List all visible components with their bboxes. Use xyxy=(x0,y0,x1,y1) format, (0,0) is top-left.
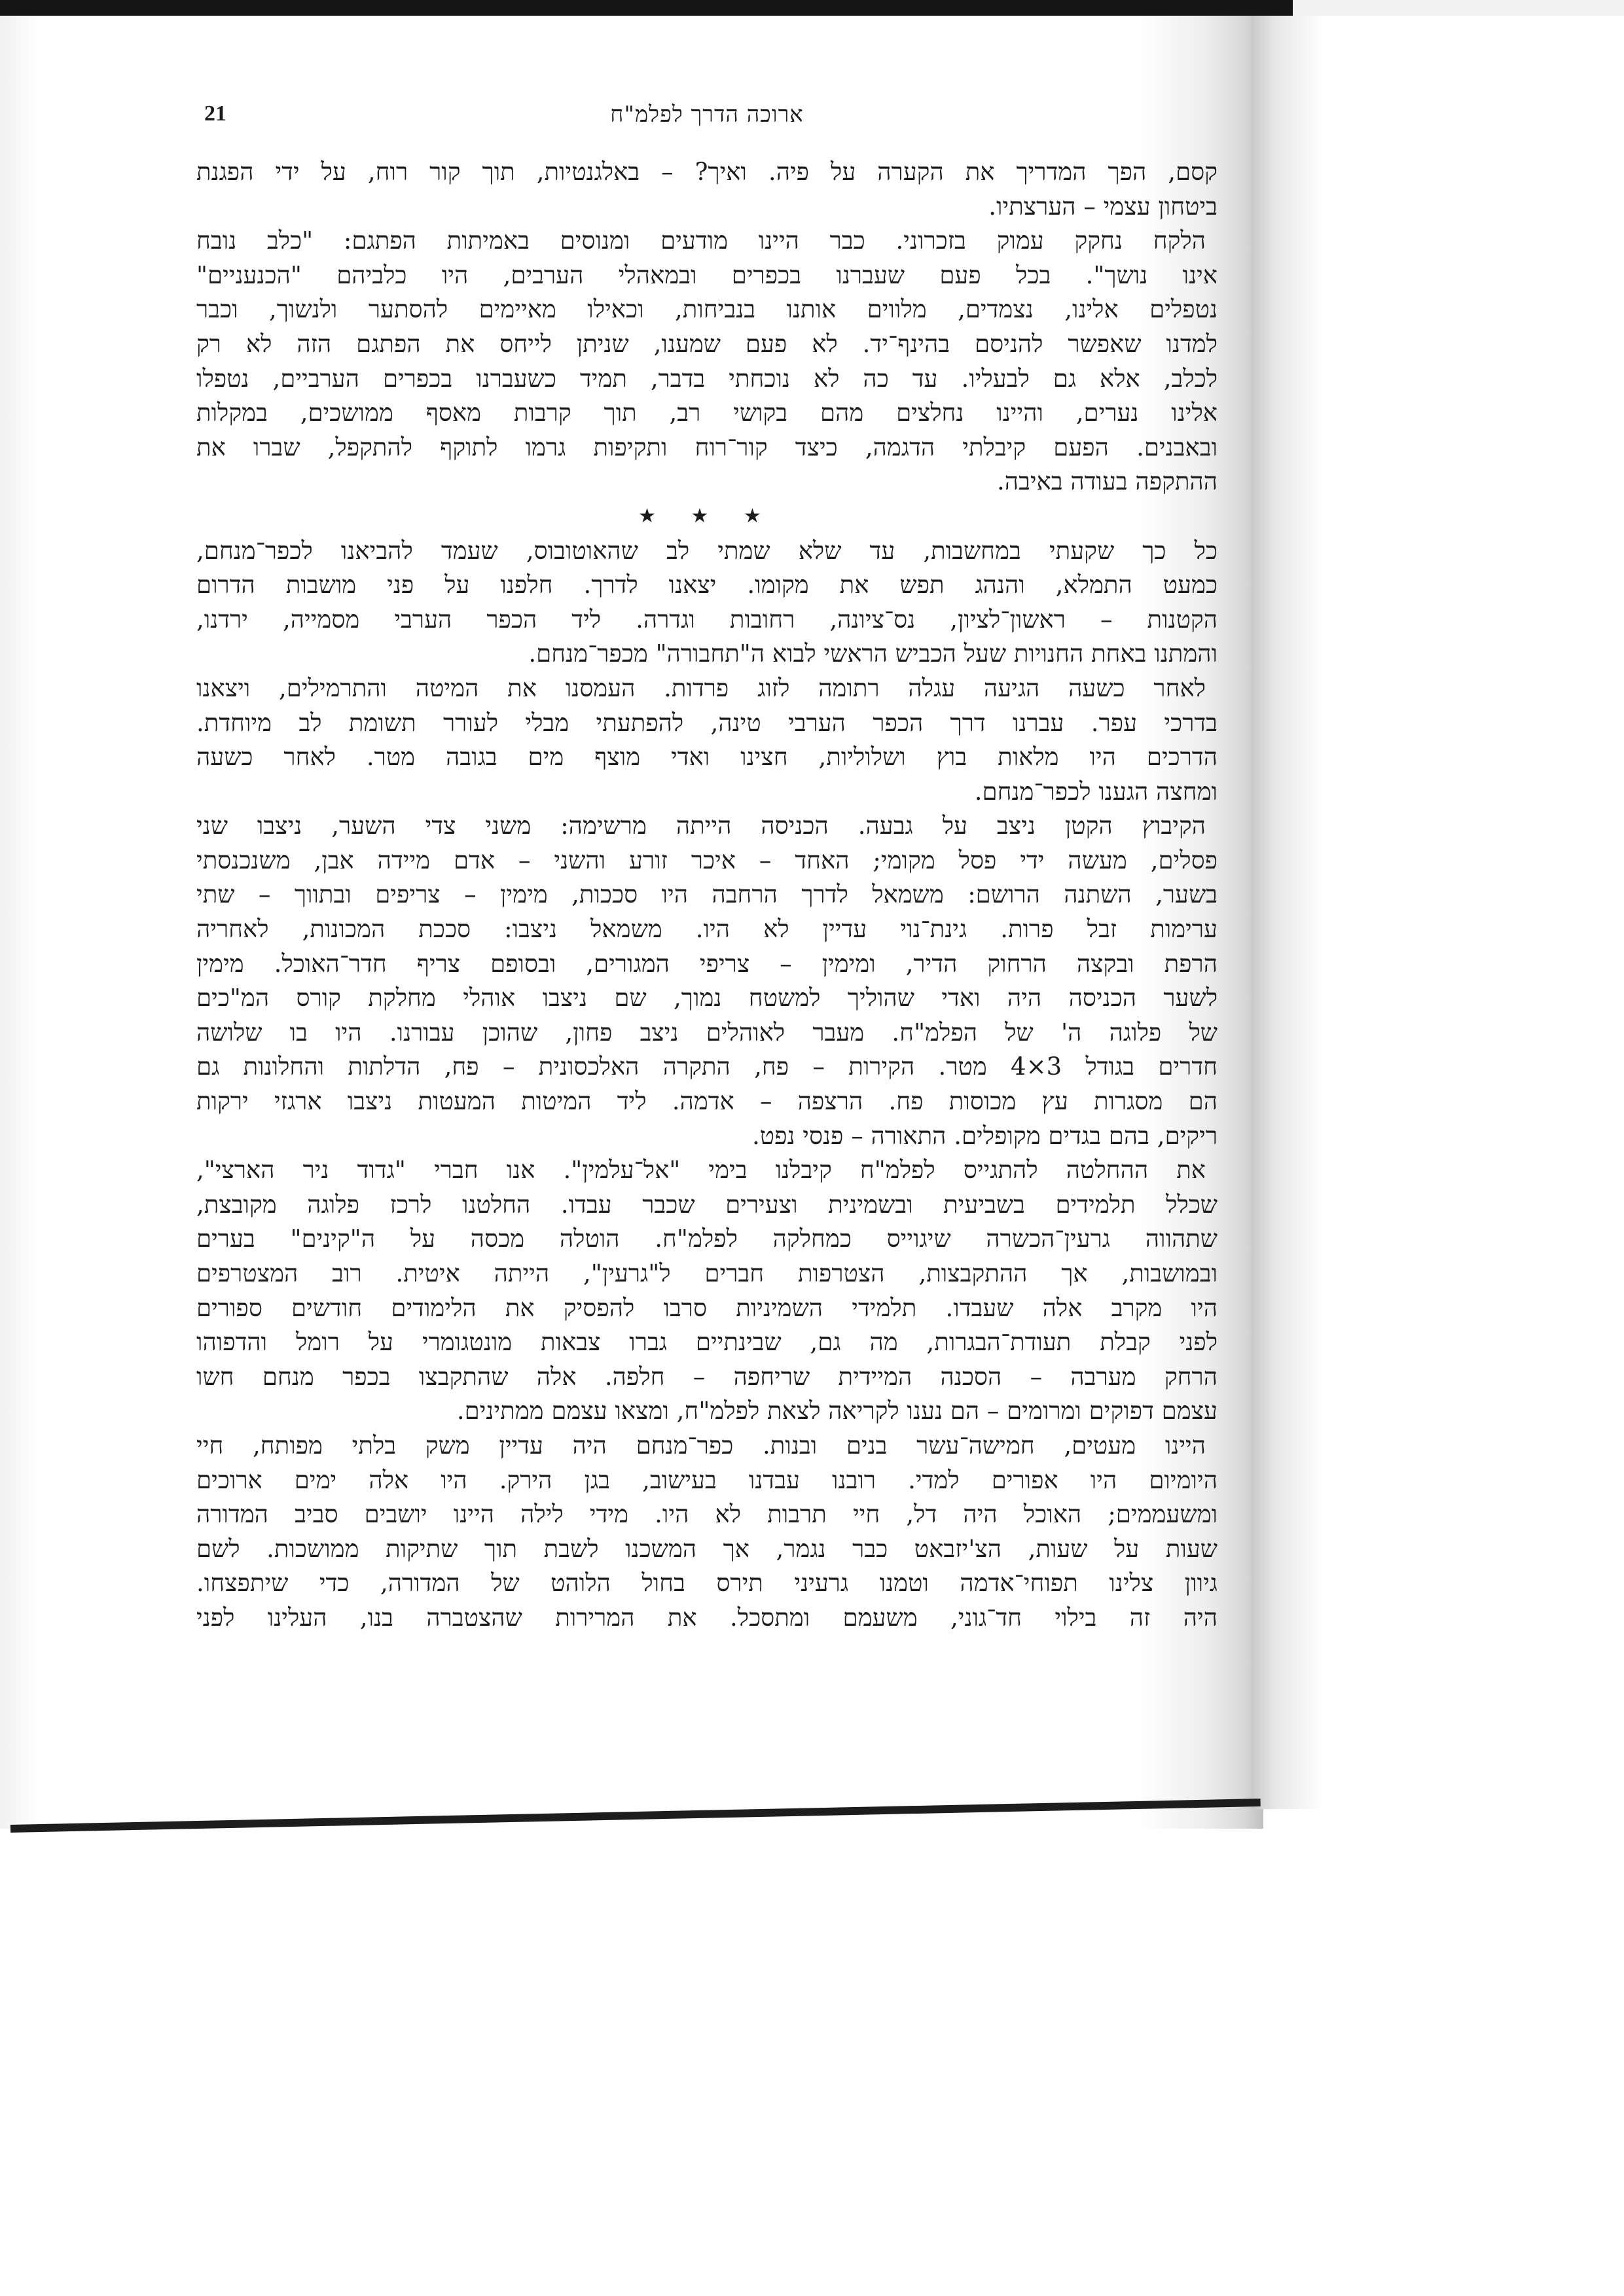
page-number: 21 xyxy=(204,101,226,126)
text-line: ומשעממים; האוכל היה דל, חיי תרבות לא היו. מידי לילה היינו יושבים סביב המדורה xyxy=(196,1500,1218,1529)
text-line: נטפלים אלינו, נצמדים, מלווים אותנו בנביחות, וכאילו מאיימים להסתער ולנשוך, וכבר xyxy=(196,295,1218,324)
text-line: חדרים בגודל 3×4 מטר. הקירות – פח, התקרה האלכסונית – פח, הדלתות והחלונות גם xyxy=(196,1052,1218,1081)
running-title: ארוכה הדרך לפלמ"ח xyxy=(610,101,804,128)
text-line: אינו נושך". בכל פעם שעברנו בכפרים ובמאהלי הערבים, היו כלביהם "הכנעניים" xyxy=(196,260,1218,289)
text-line: כמעט התמלא, והנהג תפש את מקומו. יצאנו לדרך. חלפנו על פני מושבות הדרום xyxy=(196,571,1218,600)
text-line: למדנו שאפשר להניסם בהינף־יד. לא פעם שמענו, שניתן לייחס את הפתגם הזה לא רק xyxy=(196,329,1218,358)
section-break-stars: ★ ★ ★ xyxy=(638,504,776,528)
text-line: הרחק מערבה – הסכנה המיידית שריחפה – חלפה. אלה שהתקבצו בכפר מנחם חשו xyxy=(196,1362,1218,1391)
text-line: גיוון צלינו תפוחי־אדמה וטמנו גרעיני תירס בחול הלוהט של המדורה, כדי שיתפצחו. xyxy=(196,1569,1218,1598)
book-gutter-shadow xyxy=(1252,16,1324,1809)
text-line: היומיום היו אפורים למדי. רובנו עבדנו בעישוב, בגן הירק. היו אלה ימים ארוכים xyxy=(196,1465,1218,1494)
text-line: הרפת ובקצה הרחוק הדיר, ומימין – צריפי המגורים, ובסופם צריף חדר־האוכל. מימין xyxy=(196,949,1218,978)
text-line: כל כך שקעתי במחשבות, עד שלא שמתי לב שהאוטובוס, שעמד להביאנו לכפר־מנחם, xyxy=(196,536,1218,565)
page-content xyxy=(196,101,1218,1636)
text-line: הם מסגרות עץ מכוסות פח. הרצפה – אדמה. ליד המיטות המעטות ניצבו ארגזי ירקות xyxy=(196,1087,1218,1116)
text-line: בשער, השתנה הרושם: משמאל לדרך הרחבה היו סככות, מימין – צריפים ובתווך – שתי xyxy=(196,880,1218,909)
text-line: ובאבנים. הפעם קיבלתי הדגמה, כיצד קור־רוח ותקיפות גרמו לתוקף להתקפל, שברו את xyxy=(196,433,1218,461)
scan-top-border xyxy=(0,0,1293,16)
text-line: ביטחון עצמי – הערצתיו. xyxy=(988,192,1218,221)
text-line: של פלוגה ה' של הפלמ"ח. מעבר לאוהלים ניצב פחון, שהוכן עבורנו. היו בו שלושה xyxy=(196,1018,1218,1047)
text-line: היה זה בילוי חד־גוני, משעמם ומתסכל. את המרירות שהצטברה בנו, העלינו לפני xyxy=(196,1603,1218,1632)
running-head xyxy=(196,101,1218,147)
text-line: הקטנות – ראשון־לציון, נס־ציונה, רחובות וגדרה. ליד הכפר הערבי מסמייה, ירדנו, xyxy=(196,605,1218,634)
text-line: הקיבוץ הקטן ניצב על גבעה. הכניסה הייתה מרשימה: משני צדי השער, ניצבו שני xyxy=(196,812,1206,840)
text-line: לשער הכניסה היה ואדי שהוליך למשטח נמוך, שם ניצבו אוהלי מחלקת קורס המ"כים xyxy=(196,984,1218,1013)
body-text xyxy=(196,155,1218,1636)
text-line: לאחר כשעה הגיעה עגלה רתומה לזוג פרדות. העמסנו את המיטה והתרמילים, ויצאנו xyxy=(196,673,1206,702)
text-line: ובמושבות, אך ההתקבצות, הצטרפות חברים ל"גרעין", הייתה איטית. רוב המצטרפים xyxy=(196,1259,1218,1287)
text-line: פסלים, מעשה ידי פסל מקומי; האחד – איכר זורע והשני – אדם מיידה אבן, משנכנסתי xyxy=(196,846,1218,874)
text-line: בדרכי עפר. עברנו דרך הכפר הערבי טינה, להפתעתי מבלי לעורר תשומת לב מיוחדת. xyxy=(196,708,1218,737)
text-line: שתהווה גרעין־הכשרה שיגוייס כמחלקה לפלמ"ח. הוטלה מכסה על ה"קינים" בערים xyxy=(196,1225,1218,1253)
text-line: אלינו נערים, והיינו נחלצים מהם בקושי רב, תוך קרבות מאסף ממושכים, במקלות xyxy=(196,399,1218,427)
text-line: ריקים, בהם בגדים מקופלים. התאורה – פנסי נפט. xyxy=(751,1121,1218,1150)
text-line: היו מקרב אלה שעבדו. תלמידי השמיניות סרבו להפסיק את הלימודים חודשים ספורים xyxy=(196,1293,1218,1322)
text-line: הלקח נחקק עמוק בזכרוני. כבר היינו מודעים ומנוסים באמיתות הפתגם: "כלב נובח xyxy=(196,226,1206,255)
text-line: ההתקפה בעודה באיבה. xyxy=(996,467,1218,496)
text-line: ומחצה הגענו לכפר־מנחם. xyxy=(974,777,1218,806)
text-line: את ההחלטה להתגייס לפלמ"ח קיבלנו בימי "אל־עלמין". אנו חברי "גדוד ניר הארצי", xyxy=(196,1156,1206,1185)
text-line: והמתנו באחת החנויות שעל הכביש הראשי לבוא ה"תחבורה" מכפר־מנחם. xyxy=(528,639,1218,668)
scan-top-right-margin xyxy=(1293,0,1624,16)
text-line: לכלב, אלא גם לבעליו. עד כה לא נוכחתי בדבר, תמיד כשעברנו בכפרים הערביים, נטפלו xyxy=(196,364,1218,393)
text-line: קסם, הפך המדריך את הקערה על פיה. ואיך? – באלגנטיות, תוך קור רוח, על ידי הפגנת xyxy=(196,158,1218,186)
text-line: הדרכים היו מלאות בוץ ושלוליות, חצינו ואדי מוצף מים בגובה מטר. לאחר כשעה xyxy=(196,743,1218,772)
text-line: היינו מעטים, חמישה־עשר בנים ובנות. כפר־מנחם היה עדיין משק בלתי מפותח, חיי xyxy=(196,1431,1206,1460)
text-line: שעות על שעות, הצ'יזבאט כבר נגמר, אך המשכנו לשבת תוך שתיקות ממושכות. לשם xyxy=(196,1534,1218,1563)
text-line: עצמם דפוקים ומרומים – הם נענו לקריאה לצאת לפלמ"ח, ומצאו עצמם ממתינים. xyxy=(456,1397,1218,1426)
text-line: שכלל תלמידים בשביעית ובשמינית וצעירים שכבר עבדו. החלטנו לרכז פלוגה מקובצת, xyxy=(196,1190,1218,1219)
text-line: ערימות זבל פרות. גינת־נוי עדיין לא היו. משמאל ניצבו: סככת המכונות, לאחריה xyxy=(196,915,1218,944)
text-line: לפני קבלת תעודת־הבגרות, מה גם, שבינתיים גברו צבאות מונטגומרי על רומל והדפוהו xyxy=(196,1328,1218,1357)
